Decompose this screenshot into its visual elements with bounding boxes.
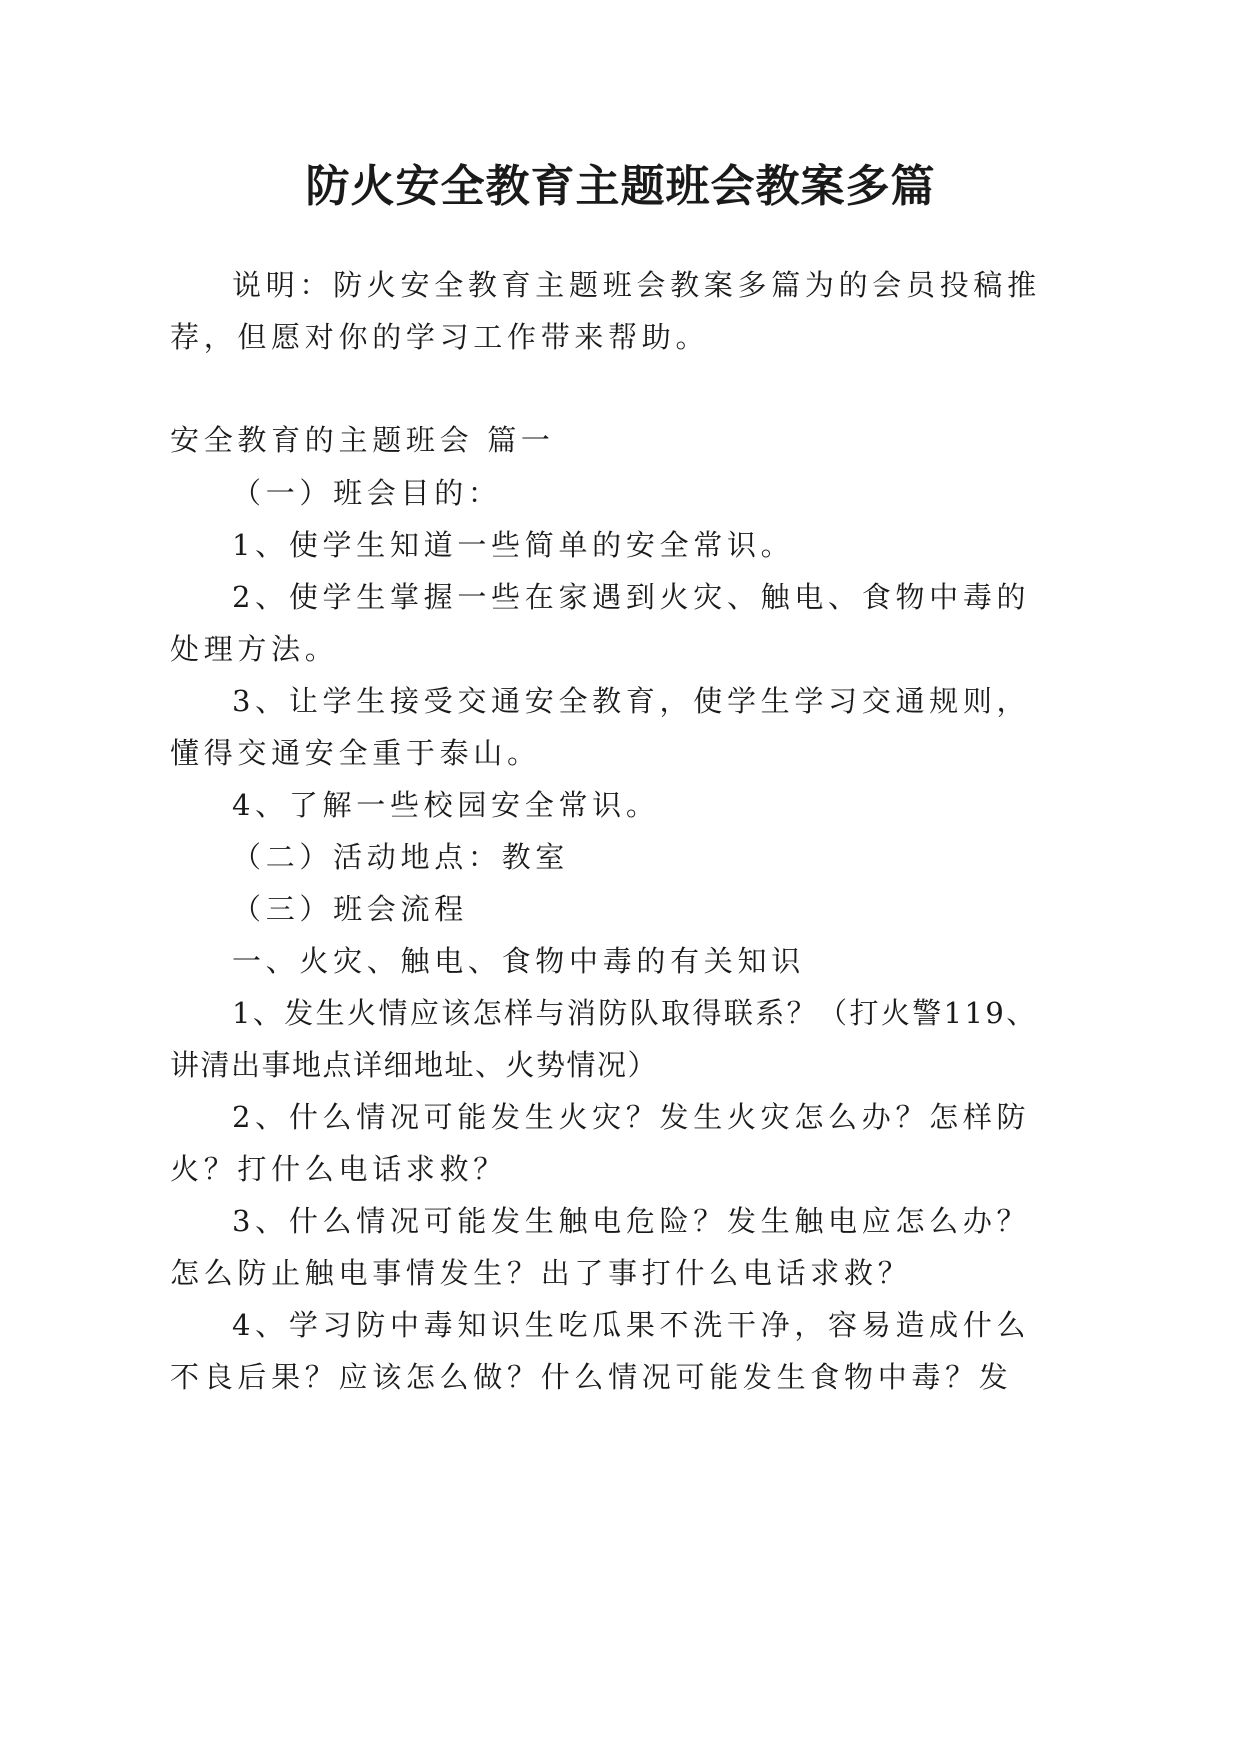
body-line: 火？打什么电话求救？ bbox=[170, 1152, 508, 1186]
body-line: 一、火灾、触电、食物中毒的有关知识 bbox=[232, 944, 805, 978]
body-line: 1、发生火情应该怎样与消防队取得联系？（打火警119、 bbox=[232, 996, 1038, 1030]
body-line: 3、什么情况可能发生触电危险？发生触电应怎么办？ bbox=[232, 1204, 1031, 1238]
body-line: 处理方法。 bbox=[170, 632, 339, 666]
body-line: 1、使学生知道一些简单的安全常识。 bbox=[232, 528, 795, 562]
body-line: （二）活动地点：教室 bbox=[232, 840, 570, 874]
body-line: 懂得交通安全重于泰山。 bbox=[170, 736, 541, 770]
body-line: 不良后果？应该怎么做？什么情况可能发生食物中毒？发 bbox=[170, 1360, 1013, 1394]
document-title: 防火安全教育主题班会教案多篇 bbox=[305, 161, 936, 212]
body-line: （三）班会流程 bbox=[232, 892, 468, 926]
body-line: （一）班会目的： bbox=[232, 476, 502, 510]
body-line: 3、让学生接受交通安全教育，使学生学习交通规则， bbox=[232, 684, 1031, 718]
body-line: 怎么防止触电事情发生？出了事打什么电话求救？ bbox=[170, 1256, 912, 1290]
section-heading: 安全教育的主题班会 篇一 bbox=[170, 423, 555, 457]
body-line: 2、使学生掌握一些在家遇到火灾、触电、食物中毒的 bbox=[232, 580, 1031, 614]
body-line: 2、什么情况可能发生火灾？发生火灾怎么办？怎样防 bbox=[232, 1100, 1031, 1134]
intro-line-2: 荐，但愿对你的学习工作带来帮助。 bbox=[170, 320, 710, 354]
body-line: 4、了解一些校园安全常识。 bbox=[232, 788, 660, 822]
body-line: 4、学习防中毒知识生吃瓜果不洗干净，容易造成什么 bbox=[232, 1308, 1031, 1342]
intro-line-1: 说明：防火安全教育主题班会教案多篇为的会员投稿推 bbox=[232, 268, 1041, 302]
body-line: 讲清出事地点详细地址、火势情况） bbox=[170, 1048, 659, 1082]
